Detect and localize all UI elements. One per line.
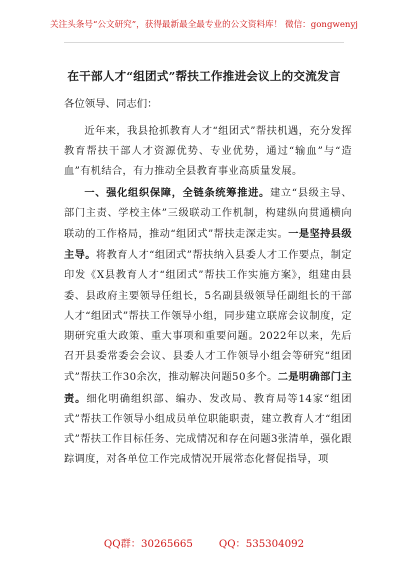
section-one-heading: 一、强化组织保障，全链条统筹推进。 [84, 186, 270, 199]
salutation: 各位领导、同志们： [64, 98, 158, 110]
qq-group-number[interactable]: QQ群：30265665 [103, 539, 193, 550]
qq-number[interactable]: QQ：535304092 [218, 539, 305, 550]
contact-footer [0, 535, 408, 550]
point-one-text: 将教育人才“组团式”帮扶纳入县委人才工作要点，制定印发《X县教育人才“组团式”帮扶工作实施方案》，组建由县委、县政府主要领导任组长，5名副县级领导任副组长的干部人才“组团式”帮扶工作领导小组，同步建立联席会议制度，定期研究重大政策、重大事项和重要问题。2022年以来，先后召开县委常委会会议、县委人才工作领导小组会等研究“组团式”帮扶工作30余次，推动解决问题50多个。 [64, 250, 352, 384]
section-one-text: 建立“县级主导、部门主责、学校主体”三级联动工作机制，构建纵向贯通横向联动的工作格局，推动“组团式”帮扶走深走实。 [64, 187, 352, 241]
header-divider [64, 42, 344, 43]
paragraph-section-one [64, 183, 352, 471]
point-two-text: 细化明确组织部、编办、发改局、教育局等14家“组团式”帮扶工作领导小组成员单位职能职责，建立教育人才“组团式”帮扶工作目标任务、完成情况和存在问题3张清单，强化跟踪调度，对各单位工作完成情况开展常态化督促指导，项 [64, 393, 352, 466]
document-body [64, 122, 352, 470]
document-title: 在干部人才“组团式”帮扶工作推进会议上的交流发言 [67, 69, 341, 83]
point-two-heading: 二是明确部门主责。 [64, 371, 352, 405]
paragraph-intro: 近年来，我县抢抓教育人才“组团式”帮扶机遇，充分发挥教育帮扶干部人才资源优势、专业优势，通过“输血”与“造血”有机结合，有力推动全县教育事业高质量发展。 [64, 126, 352, 178]
promo-banner[interactable]: 关注头条号“公文研究”，获得最新最全最专业的公文资料库！ 微信：gongwenyj [50, 20, 358, 30]
point-one-heading: 一是坚持县级主导。 [64, 228, 352, 262]
